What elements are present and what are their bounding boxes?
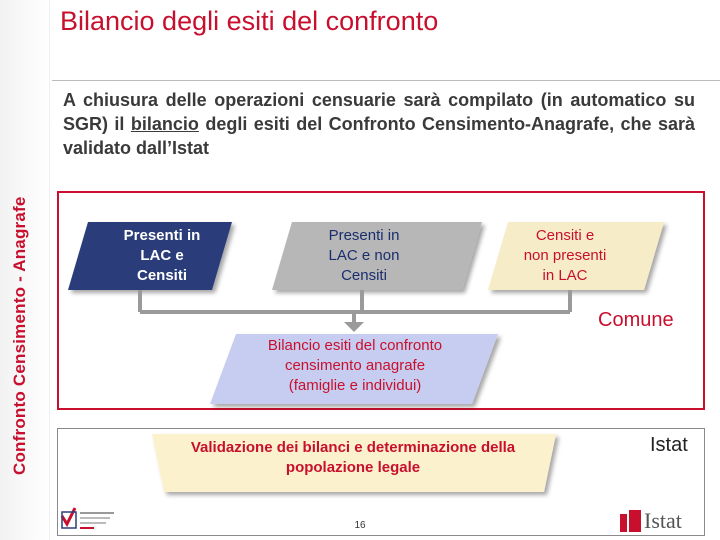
connector-lines <box>140 290 570 322</box>
side-label: Confronto Censimento - Anagrafe <box>10 196 29 475</box>
istat-logo <box>620 508 712 536</box>
comune-label: Comune <box>598 309 674 331</box>
page-title: Bilancio degli esiti del confronto <box>60 6 439 36</box>
istat-logo-mark-large <box>629 510 641 532</box>
page-number: 16 <box>354 520 366 531</box>
label-presenti-lac-censiti: Presenti in LAC e Censiti <box>123 227 201 284</box>
label-presenti-lac-non-censiti: Presenti in LAC e non Censiti <box>328 227 400 284</box>
label-validazione: Validazione dei bilanci e determinazione della popolazione legale <box>190 439 516 476</box>
censimento-logo <box>60 500 120 538</box>
connector-arrowhead <box>344 322 364 332</box>
label-bilancio-esiti: Bilancio esiti del confronto censimento anagrafe (famiglie e individui) <box>267 337 443 394</box>
istat-label: Istat <box>650 434 688 456</box>
istat-logo-text: Istat <box>644 508 682 533</box>
intro-text-after: degli esiti del Confronto Censimento-Anagrafe, che sarà validato dall’Istat <box>63 114 695 158</box>
intro-text-underlined: bilancio <box>130 114 199 134</box>
label-censiti-non-presenti: Censiti e non presenti in LAC <box>523 227 607 284</box>
istat-logo-mark-small <box>620 514 627 532</box>
intro-text-before: A chiusura delle operazioni censuarie sarà compilato (in automatico su SGR) il <box>63 90 695 134</box>
